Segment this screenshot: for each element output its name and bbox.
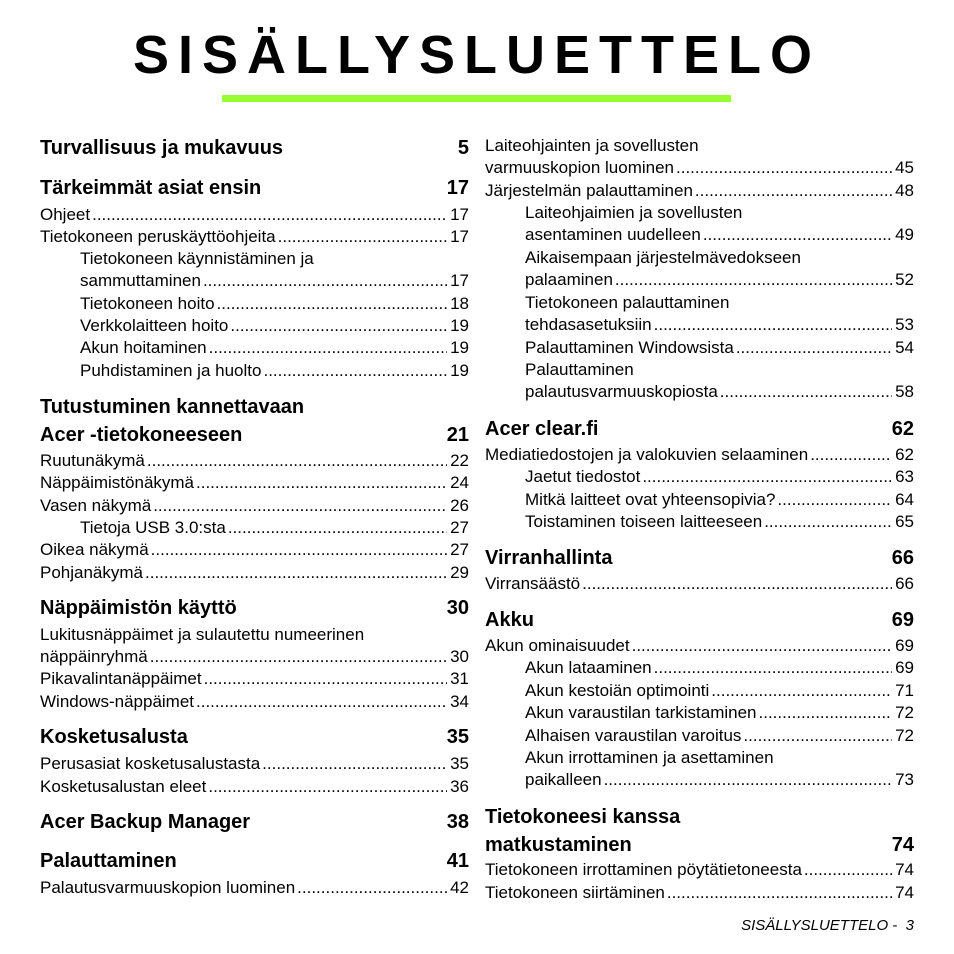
toc-dot-leader (153, 495, 447, 517)
toc-heading[interactable] (40, 175, 469, 201)
toc-entry[interactable] (40, 517, 469, 539)
toc-entry-title: Ohjeet (40, 205, 91, 224)
toc-entry[interactable] (40, 472, 469, 494)
toc-page-number: 30 (446, 597, 469, 619)
toc-entry-title: varmuuskopion luominen (485, 158, 674, 177)
toc-entry[interactable] (40, 668, 469, 690)
toc-entry-title: palaaminen (525, 270, 613, 289)
toc-entry-title: Tietokoneesi kanssa (485, 806, 681, 828)
toc-dot-leader (228, 517, 447, 539)
toc-entry[interactable] (40, 360, 469, 382)
toc-page-number: 29 (450, 563, 469, 582)
toc-page-number: 66 (891, 547, 914, 569)
toc-entry[interactable] (485, 511, 914, 533)
toc-entry-title: Puhdistaminen ja huolto (80, 361, 262, 380)
toc-entry-title: Acer Backup Manager (40, 811, 251, 833)
toc-entry-title: sammuttaminen (80, 271, 201, 290)
toc-page-number: 24 (450, 473, 469, 492)
toc-entry-title: Jaetut tiedostot (525, 467, 641, 486)
toc-dot-leader (777, 489, 892, 511)
toc-page-number: 62 (895, 445, 914, 464)
toc-page-number: 31 (450, 669, 469, 688)
toc-entry[interactable] (40, 337, 469, 359)
toc-dot-leader (204, 668, 447, 690)
toc-entry-title: Tietokoneen palauttaminen (525, 293, 730, 312)
toc-page-number: 69 (895, 636, 914, 655)
toc-page-number: 69 (891, 609, 914, 631)
toc-entry-title: Acer -tietokoneeseen (40, 424, 243, 446)
toc-entry-title: Turvallisuus ja mukavuus (40, 137, 284, 159)
toc-entry-title: Virranhallinta (485, 547, 613, 569)
toc-dot-leader (764, 511, 892, 533)
toc-entry-title: Vasen näkymä (40, 496, 152, 515)
toc-entry-title: tehdasasetuksiin (525, 315, 652, 334)
toc-entry[interactable] (40, 562, 469, 584)
toc-entry[interactable] (485, 725, 914, 747)
toc-page-number: 58 (895, 382, 914, 401)
toc-entry[interactable] (485, 489, 914, 511)
toc-entry-title: Virransäästö (485, 574, 581, 593)
toc-entry[interactable] (40, 226, 469, 248)
toc-entry-title: asentaminen uudelleen (525, 225, 701, 244)
footer-page-number: 3 (905, 917, 914, 934)
toc-dot-leader (736, 337, 892, 359)
toc-entry-title: paikalleen (525, 770, 602, 789)
toc-dot-leader (676, 157, 892, 179)
toc-entry-title: Pohjanäkymä (40, 563, 144, 582)
toc-dot-leader (759, 702, 892, 724)
toc-entry-title: Palauttaminen Windowsista (525, 338, 734, 357)
toc-page-number: 62 (891, 418, 914, 440)
toc-dot-leader (92, 204, 447, 226)
toc-dot-leader (654, 657, 892, 679)
toc-entry-title: palautusvarmuuskopiosta (525, 382, 718, 401)
toc-dot-leader (642, 466, 892, 488)
toc-entry-title: Akun hoitaminen (80, 338, 207, 357)
toc-entry-title: Järjestelmän palauttaminen (485, 181, 693, 200)
toc-entry-title: Akun kestoiän optimointi (525, 681, 710, 700)
toc-dot-leader (582, 573, 892, 595)
toc-entry-title: Akun lataaminen (525, 658, 652, 677)
toc-heading[interactable] (485, 607, 914, 633)
toc-entry-title: Ruutunäkymä (40, 451, 145, 470)
footer-section: SISÄLLYSLUETTELO - (741, 917, 898, 934)
toc-dot-leader (230, 315, 447, 337)
toc-dot-leader (208, 776, 447, 798)
toc-entry-title: Akku (485, 609, 534, 631)
toc-entry[interactable] (40, 776, 469, 798)
toc-entry-title: Mediatiedostojen ja valokuvien selaaminen (485, 445, 809, 464)
toc-dot-leader (297, 877, 447, 899)
toc-dot-leader (196, 691, 447, 713)
toc-entry-title: Kosketusalusta (40, 726, 188, 748)
toc-page-number: 17 (450, 271, 469, 290)
page-title: SISÄLLYSLUETTELO (132, 25, 822, 85)
toc-entry-title: Palauttaminen (525, 360, 634, 379)
toc-heading[interactable] (40, 848, 469, 874)
toc-dot-leader (203, 270, 447, 292)
toc-entry[interactable] (40, 204, 469, 226)
toc-entry-title: Aikaisempaan järjestelmävedokseen (525, 248, 801, 267)
toc-dot-leader (196, 472, 447, 494)
toc-entry-title: Tietokoneen hoito (80, 294, 215, 313)
toc-dot-leader (632, 635, 892, 657)
toc-entry[interactable] (485, 466, 914, 488)
toc-dot-leader (695, 180, 892, 202)
toc-entry[interactable] (485, 573, 914, 595)
toc-page-number: 64 (895, 490, 914, 509)
toc-dot-leader (654, 314, 892, 336)
toc-dot-leader (150, 646, 447, 668)
toc-entry[interactable] (485, 702, 914, 724)
toc-entry-title: Oikea näkymä (40, 540, 149, 559)
toc-entry-title: Tietokoneen irrottaminen pöytätietoneesta (485, 860, 802, 879)
toc-page-number: 63 (895, 467, 914, 486)
toc-page-number: 21 (446, 424, 469, 446)
toc-page-number: 71 (895, 681, 914, 700)
toc-entry[interactable] (485, 180, 914, 202)
toc-page-number: 66 (895, 574, 914, 593)
toc-page-number: 72 (895, 703, 914, 722)
toc-page-number: 38 (446, 811, 469, 833)
toc-dot-leader (703, 224, 892, 246)
toc-entry[interactable] (40, 495, 469, 517)
toc-entry-title: Akun irrottaminen ja asettaminen (525, 748, 774, 767)
toc-entry-title: Pikavalintanäppäimet (40, 669, 202, 688)
toc-entry-title: Acer clear.fi (485, 418, 599, 440)
toc-entry[interactable] (485, 882, 914, 904)
toc-entry-title: Kosketusalustan eleet (40, 777, 207, 796)
toc-page-number: 17 (450, 227, 469, 246)
toc-page-number: 17 (446, 177, 469, 199)
toc-entry-title: Tietokoneen siirtäminen (485, 883, 665, 902)
toc-page-number: 48 (895, 181, 914, 200)
toc-heading[interactable] (40, 595, 469, 621)
toc-entry-title: Näppäimistön käyttö (40, 597, 237, 619)
toc-entry[interactable] (485, 657, 914, 679)
toc-entry[interactable] (40, 753, 469, 775)
title-underline (222, 95, 731, 102)
toc-page-number: 69 (895, 658, 914, 677)
toc-entry-title: Alhaisen varaustilan varoitus (525, 726, 742, 745)
toc-dot-leader (278, 226, 447, 248)
toc-entry-title: Tärkeimmät asiat ensin (40, 177, 262, 199)
toc-entry[interactable] (485, 859, 914, 881)
toc-page-number: 72 (895, 726, 914, 745)
toc-entry-title: Tutustuminen kannettavaan (40, 396, 305, 418)
toc-page-number: 18 (450, 294, 469, 313)
toc-entry-title: Palautusvarmuuskopion luominen (40, 878, 296, 897)
toc-heading[interactable] (485, 545, 914, 571)
toc-entry[interactable] (485, 635, 914, 657)
toc-page-number: 52 (895, 270, 914, 289)
toc-entry[interactable] (485, 292, 914, 336)
toc-entry[interactable] (40, 248, 469, 292)
toc-entry[interactable] (485, 247, 914, 291)
toc-entry[interactable] (40, 539, 469, 561)
toc-dot-leader (151, 539, 447, 561)
toc-page-number: 35 (446, 726, 469, 748)
toc-dot-leader (667, 882, 892, 904)
toc-entry[interactable] (40, 624, 469, 668)
toc-entry-title: Akun ominaisuudet (485, 636, 630, 655)
toc-page-number: 65 (895, 512, 914, 531)
toc-entry-title: Näppäimistönäkymä (40, 473, 195, 492)
toc-entry-title: Tietokoneen käynnistäminen ja (80, 249, 314, 268)
toc-heading[interactable] (40, 809, 469, 835)
toc-entry-title: Verkkolaitteen hoito (80, 316, 229, 335)
toc-entry-title: Laiteohjainten ja sovellusten (485, 136, 699, 155)
toc-dot-leader (209, 337, 447, 359)
toc-entry-title: Toistaminen toiseen laitteeseen (525, 512, 763, 531)
toc-page-number: 35 (450, 754, 469, 773)
toc-entry-title: Palauttaminen (40, 850, 177, 872)
toc-heading[interactable] (40, 724, 469, 750)
toc-page-number: 19 (450, 361, 469, 380)
toc-entry[interactable] (485, 135, 914, 179)
toc-page-number: 74 (895, 883, 914, 902)
toc-entry-title: Perusasiat kosketusalustasta (40, 754, 261, 773)
toc-entry[interactable] (40, 450, 469, 472)
toc-page-number: 34 (450, 692, 469, 711)
toc-entry[interactable] (485, 202, 914, 246)
toc-page-number: 53 (895, 315, 914, 334)
toc-heading[interactable] (40, 135, 469, 161)
toc-entry-title: Akun varaustilan tarkistaminen (525, 703, 757, 722)
toc-entry[interactable] (485, 444, 914, 466)
toc-page-number: 30 (450, 647, 469, 666)
toc-dot-leader (604, 769, 892, 791)
toc-entry[interactable] (485, 747, 914, 791)
toc-page-number: 36 (450, 777, 469, 796)
toc-page-number: 19 (450, 316, 469, 335)
toc-page-number: 45 (895, 158, 914, 177)
toc-dot-leader (804, 859, 892, 881)
toc-dot-leader (711, 680, 892, 702)
toc-page-number: 54 (895, 338, 914, 357)
toc-entry[interactable] (40, 691, 469, 713)
toc-dot-leader (145, 562, 447, 584)
toc-heading[interactable] (485, 803, 914, 859)
toc-entry-title: Mitkä laitteet ovat yhteensopivia? (525, 490, 776, 509)
toc-entry-title: Windows-näppäimet (40, 692, 195, 711)
toc-entry[interactable] (485, 680, 914, 702)
toc-entry[interactable] (485, 337, 914, 359)
toc-page-number: 19 (450, 338, 469, 357)
toc-dot-leader (743, 725, 892, 747)
toc-dot-leader (615, 269, 892, 291)
toc-heading[interactable] (485, 416, 914, 442)
toc-entry[interactable] (40, 293, 469, 315)
toc-page-number: 74 (895, 860, 914, 879)
toc-dot-leader (147, 450, 447, 472)
toc-page-number: 27 (450, 540, 469, 559)
toc-page-number: 5 (457, 137, 469, 159)
toc-entry-title: Lukitusnäppäimet ja sulautettu numeerinen (40, 625, 365, 644)
toc-entry-title: näppäinryhmä (40, 647, 148, 666)
toc-page-number: 27 (450, 518, 469, 537)
toc-page-number: 22 (450, 451, 469, 470)
toc-heading[interactable] (40, 393, 469, 449)
toc-page-number: 42 (450, 878, 469, 897)
toc-entry[interactable] (40, 877, 469, 899)
toc-entry-title: Laiteohjaimien ja sovellusten (525, 203, 743, 222)
toc-entry-title: matkustaminen (485, 834, 632, 856)
toc-dot-leader (720, 381, 892, 403)
toc-page-number: 41 (446, 850, 469, 872)
toc-dot-leader (810, 444, 892, 466)
toc-entry-title: Tietoja USB 3.0:sta (80, 518, 226, 537)
page-footer (741, 917, 914, 934)
toc-page-number: 74 (891, 834, 914, 856)
toc-page-number: 73 (895, 770, 914, 789)
toc-page-number: 49 (895, 225, 914, 244)
toc-dot-leader (217, 293, 447, 315)
toc-entry[interactable] (485, 359, 914, 403)
toc-page-number: 26 (450, 496, 469, 515)
toc-entry[interactable] (40, 315, 469, 337)
toc-dot-leader (262, 753, 447, 775)
toc-dot-leader (263, 360, 447, 382)
toc-page-number: 17 (450, 205, 469, 224)
toc-entry-title: Tietokoneen peruskäyttöohjeita (40, 227, 276, 246)
